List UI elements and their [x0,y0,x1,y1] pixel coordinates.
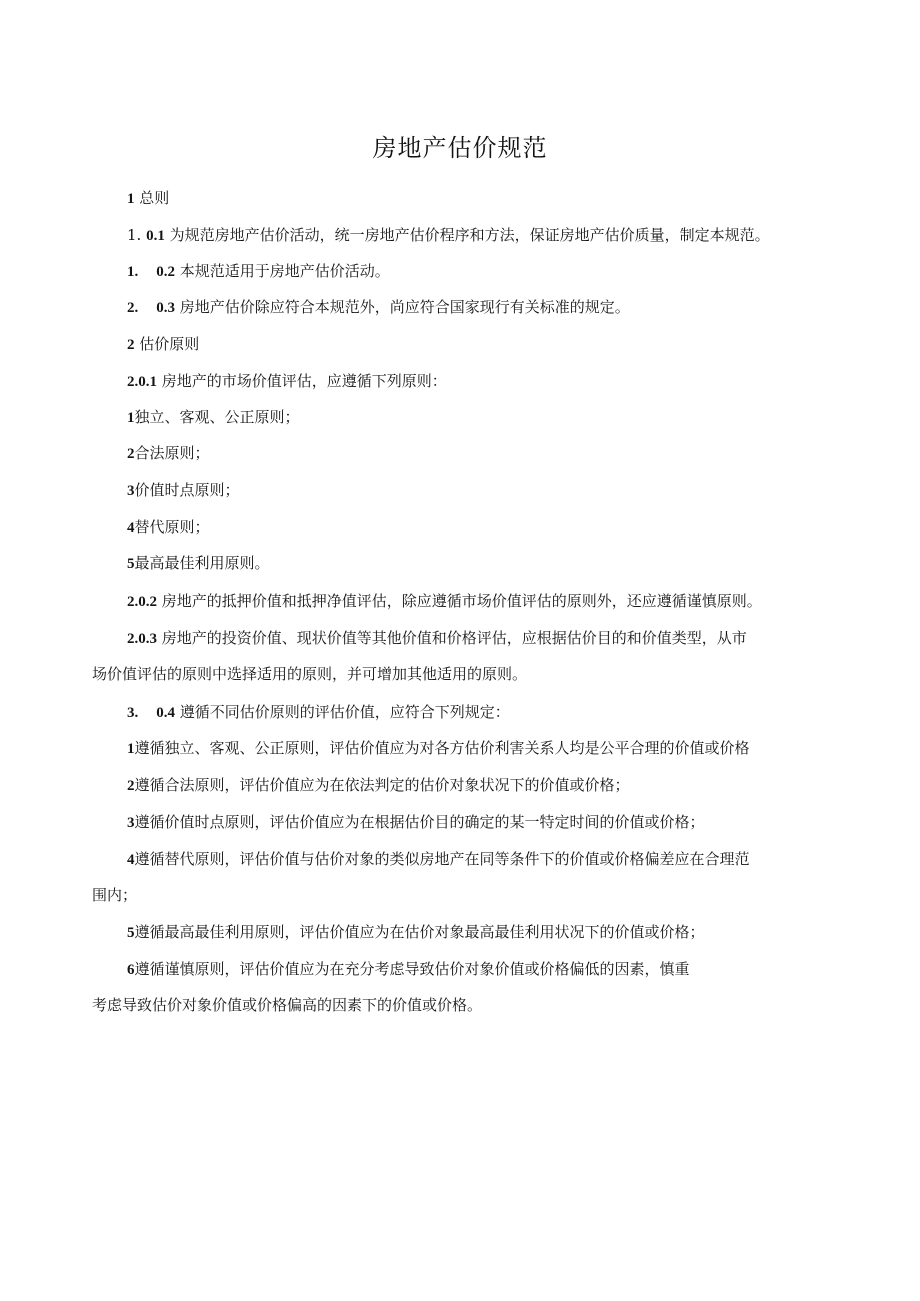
item-text: 价值时点原则； [134,481,240,499]
clause [127,591,762,612]
clause-text: 房地产的市场价值评估，应遵循下列原则： [161,372,447,390]
clause-number: 2.0.2 [127,594,157,610]
list-item [127,922,705,943]
clause [127,702,510,723]
list-item [127,480,240,501]
item-number: 5 [127,925,135,941]
item-number: 3 [127,815,135,831]
clause-text: 房地产估价除应符合本规范外，尚应符合国家现行有关标准的规定。 [179,298,630,316]
list-item [127,775,630,796]
clause-number: 0.4 [156,705,175,721]
clause-number: 2.0.3 [127,631,157,647]
item-number: 1 [127,741,135,757]
clause-number: 2.0.1 [127,374,157,390]
list-item [127,517,210,538]
clause [127,371,447,392]
clause-text: 遵循不同估价原则的评估价值，应符合下列规定： [179,703,510,721]
clause [127,297,630,318]
section-text: 总则 [139,189,170,207]
item-text: 独立、客观、公正原则； [134,408,300,426]
list-item [127,812,705,833]
item-text: 遵循独立、客观、公正原则，评估价值应为对各方估价利害关系人均是公平合理的价值或价格 [134,739,750,757]
item-text: 合法原则； [134,444,210,462]
clause-number-prefix: 2. [127,300,139,316]
item-text: 遵循价值时点原则，评估价值应为在根据估价目的确定的某一特定时间的价值或价格； [134,813,705,831]
document-title: 房地产估价规范 [372,134,548,162]
clause-number-prefix: 1. [127,226,142,244]
clause-number-prefix: 3. [127,705,139,721]
clause [127,628,747,649]
section-text: 估价原则 [139,335,200,353]
clause-text: 房地产的抵押价值和抵押净值评估，除应遵循市场价值评估的原则外，还应遵循谨慎原则。 [161,592,762,610]
clause-number: 0.2 [156,264,175,280]
item-text: 遵循谨慎原则，评估价值应为在充分考虑导致估价对象价值或价格偏低的因素，慎重 [134,960,690,978]
item-number: 6 [127,962,135,978]
clause-number: 0.1 [146,228,165,244]
clause-text: 房地产的投资价值、现状价值等其他价值和价格评估，应根据估价目的和价值类型，从市 [161,629,747,647]
item-text: 遵循最高最佳利用原则，评估价值应为在估价对象最高最佳利用状况下的价值或价格； [134,923,705,941]
item-text: 替代原则； [134,518,210,536]
section-number: 2 [127,337,135,353]
clause [127,225,770,246]
list-item-continuation: 考虑导致估价对象价值或价格偏高的因素下的价值或价格。 [92,996,483,1014]
list-item [127,959,690,980]
item-number: 1 [127,410,135,426]
list-item [127,443,210,464]
item-number: 5 [127,556,135,572]
list-item [127,553,270,574]
list-item [127,849,750,870]
list-item [127,738,750,759]
item-number: 4 [127,520,135,536]
item-text: 遵循替代原则，评估价值与估价对象的类似房地产在同等条件下的价值或价格偏差应在合理范 [134,850,750,868]
section-number: 1 [127,191,135,207]
item-text: 最高最佳利用原则。 [134,554,270,572]
item-number: 2 [127,778,135,794]
clause-number-prefix: 1. [127,264,139,280]
list-item [127,407,300,428]
section-heading [127,334,199,355]
item-text: 遵循合法原则，评估价值应为在依法判定的估价对象状况下的价值或价格； [134,776,630,794]
clause [127,261,390,282]
section-heading [127,188,169,209]
item-number: 3 [127,483,135,499]
list-item-continuation: 围内； [92,886,138,904]
item-number: 2 [127,446,135,462]
clause-text: 本规范适用于房地产估价活动。 [179,262,390,280]
clause-number: 0.3 [156,300,175,316]
clause-text: 为规范房地产估价活动，统一房地产估价程序和方法，保证房地产估价质量，制定本规范。 [169,226,770,244]
item-number: 4 [127,852,135,868]
clause-continuation: 场价值评估的原则中选择适用的原则，并可增加其他适用的原则。 [92,665,528,683]
